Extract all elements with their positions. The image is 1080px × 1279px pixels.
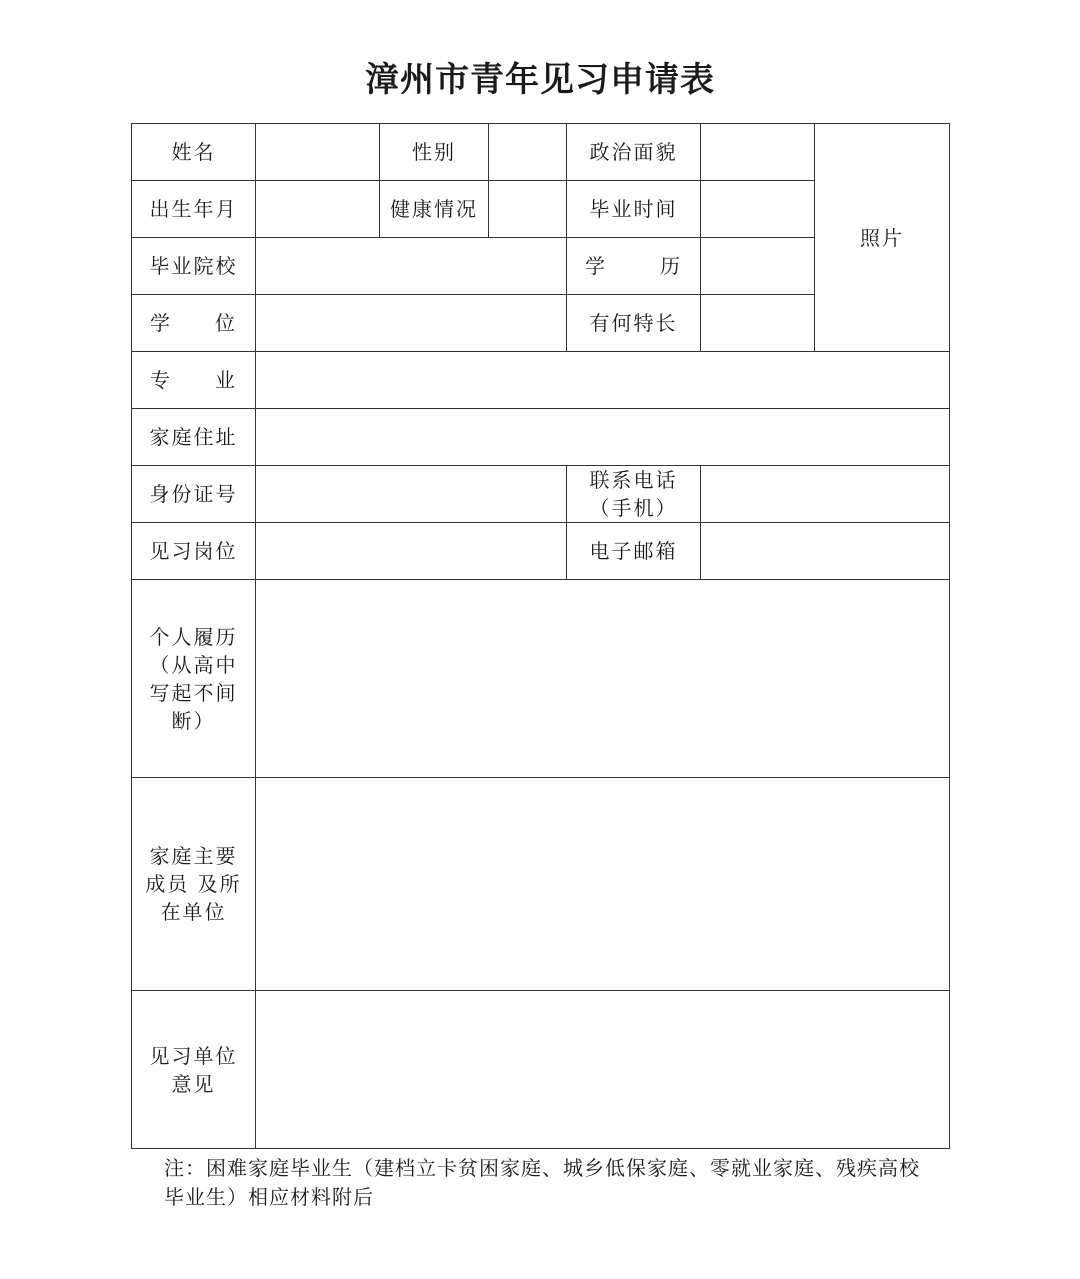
label-degree-b: 位: [215, 311, 237, 335]
photo-cell[interactable]: [815, 124, 950, 352]
label-name: 姓名: [132, 124, 256, 181]
input-political-status[interactable]: [701, 124, 815, 181]
input-school[interactable]: [256, 238, 567, 295]
label-health: 健康情况: [380, 181, 489, 238]
label-major: [132, 352, 256, 409]
label-resume: 个人履历 （从高中 写起不间 断）: [132, 580, 256, 778]
label-education-b: 历: [660, 254, 682, 278]
label-photo: 照片: [860, 225, 904, 250]
input-id-number[interactable]: [256, 466, 567, 523]
form-row-family: [132, 778, 950, 991]
label-email: 电子邮箱: [567, 523, 701, 580]
label-birth-date: 出生年月: [132, 181, 256, 238]
label-position: 见习岗位: [132, 523, 256, 580]
input-position[interactable]: [256, 523, 567, 580]
input-address[interactable]: [256, 409, 950, 466]
form-row-position: [132, 523, 950, 580]
input-degree[interactable]: [256, 295, 567, 352]
input-specialty[interactable]: [701, 295, 815, 352]
application-form-table: [131, 123, 950, 1149]
form-row-major: [132, 352, 950, 409]
input-family[interactable]: [256, 778, 950, 991]
label-id-number: 身份证号: [132, 466, 256, 523]
input-graduation-time[interactable]: [701, 181, 815, 238]
label-family: 家庭主要 成员 及所 在单位: [132, 778, 256, 991]
label-specialty: 有何特长: [567, 295, 701, 352]
label-degree-a: 学: [150, 311, 172, 335]
label-degree: [132, 295, 256, 352]
label-major-a: 专: [150, 368, 172, 392]
input-gender[interactable]: [489, 124, 567, 181]
input-birth-date[interactable]: [256, 181, 380, 238]
label-school: 毕业院校: [132, 238, 256, 295]
input-name[interactable]: [256, 124, 380, 181]
form-row-id: [132, 466, 950, 523]
form-row-address: [132, 409, 950, 466]
label-education-a: 学: [585, 254, 607, 278]
footnote: 注：困难家庭毕业生（建档立卡贫困家庭、城乡低保家庭、零就业家庭、残疾高校毕业生）相应材料附后: [164, 1156, 920, 1209]
label-phone: 联系电话 （手机）: [567, 466, 701, 523]
input-resume[interactable]: [256, 580, 950, 778]
form-row-name: [132, 124, 950, 181]
input-phone[interactable]: [701, 466, 950, 523]
label-opinion: 见习单位 意见: [132, 991, 256, 1149]
form-row-opinion: [132, 991, 950, 1149]
input-email[interactable]: [701, 523, 950, 580]
input-opinion[interactable]: [256, 991, 950, 1149]
input-education[interactable]: [701, 238, 815, 295]
label-political-status: 政治面貌: [567, 124, 701, 181]
input-major[interactable]: [256, 352, 950, 409]
label-graduation-time: 毕业时间: [567, 181, 701, 238]
form-row-resume: [132, 580, 950, 778]
label-education: [567, 238, 701, 295]
form-title: 漳州市青年见习申请表: [365, 60, 715, 100]
label-gender: 性别: [380, 124, 489, 181]
label-address: 家庭住址: [132, 409, 256, 466]
input-health[interactable]: [489, 181, 567, 238]
label-major-b: 业: [215, 368, 237, 392]
